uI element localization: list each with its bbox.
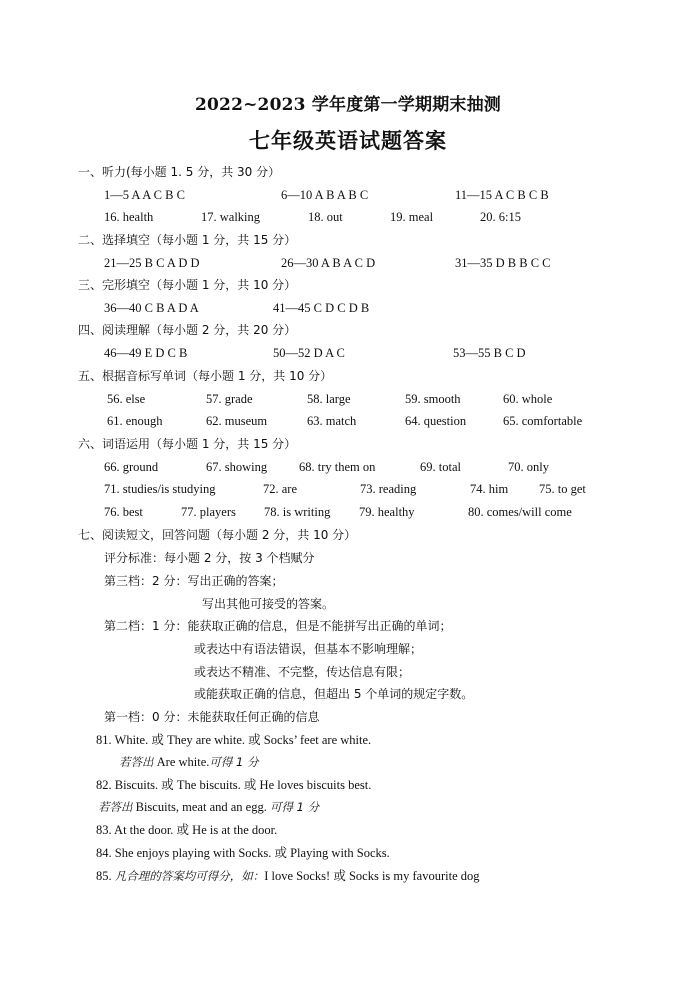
answer-41-45: 41—45 C D C D B	[273, 301, 370, 315]
level-2-line-3: 或表达不精准、不完整，传达信息有限；	[194, 665, 411, 679]
answer-72: 72. are	[263, 482, 298, 496]
note-answer: Biscuits, meat and an egg.	[132, 800, 270, 814]
answer-74: 74. him	[470, 482, 509, 496]
answer-76: 76. best	[104, 505, 143, 519]
answer-61: 61. enough	[107, 414, 163, 428]
answer-6-10: 6—10 A B A B C	[281, 188, 369, 202]
answer-50-52: 50—52 D A C	[273, 346, 345, 360]
answer-63: 63. match	[307, 414, 357, 428]
section-2-heading: 二、选择填空（每小题 1 分，共 15 分）	[78, 233, 297, 247]
answer-69: 69. total	[420, 460, 461, 474]
answer-16: 16. health	[104, 210, 154, 224]
note-prefix: 若答出	[98, 800, 133, 814]
level-2-line-4: 或能获取正确的信息，但超出 5 个单词的规定字数。	[194, 687, 474, 701]
answer-53-55: 53—55 B C D	[453, 346, 526, 360]
answer-17: 17. walking	[201, 210, 261, 224]
answer-75: 75. to get	[539, 482, 586, 496]
answer-78: 78. is writing	[264, 505, 331, 519]
answer-56: 56. else	[107, 392, 146, 406]
exam-subtitle: 2022~2023 学年度第一学期期末抽测	[195, 95, 501, 115]
scoring-criteria: 评分标准：每小题 2 分，按 3 个档赋分	[104, 551, 315, 565]
answer-67: 67. showing	[206, 460, 268, 474]
section-7-heading: 七、阅读短文，回答问题（每小题 2 分，共 10 分）	[78, 528, 357, 542]
section-5-heading: 五、根据音标写单词（每小题 1 分，共 10 分）	[78, 369, 333, 383]
level-3-line-1: 第三档：2 分：写出正确的答案；	[104, 574, 284, 588]
answer-80: 80. comes/will come	[468, 505, 572, 519]
level-2-line-2: 或表达中有语法错误，但基本不影响理解；	[194, 642, 423, 656]
section-4-heading: 四、阅读理解（每小题 2 分，共 20 分）	[78, 323, 297, 337]
exam-title: 七年级英语试题答案	[249, 129, 447, 153]
level-1-line: 第一档：0 分：未能获取任何正确的信息	[104, 710, 320, 724]
section-3-heading: 三、完形填空（每小题 1 分，共 10 分）	[78, 278, 297, 292]
answer-85	[96, 868, 480, 884]
answer-64: 64. question	[405, 414, 467, 428]
answer-85-example: I love Socks! 或 Socks is my favourite dog	[264, 869, 480, 883]
answer-57: 57. grade	[206, 392, 253, 406]
level-2-line-1: 第二档：1 分：能获取正确的信息，但是不能拼写出正确的单词；	[104, 619, 452, 633]
answer-68: 68. try them on	[299, 460, 376, 474]
answer-81-note	[119, 754, 259, 770]
answer-65: 65. comfortable	[503, 414, 583, 428]
answer-82-note	[98, 799, 319, 815]
answer-19: 19. meal	[390, 210, 434, 224]
answer-66: 66. ground	[104, 460, 159, 474]
answer-83: 83. At the door. 或 He is at the door.	[96, 823, 278, 837]
answer-1-5: 1—5 A A C B C	[104, 188, 185, 202]
level-3-line-2: 写出其他可接受的答案。	[202, 597, 335, 611]
note-prefix: 若答出	[119, 755, 154, 769]
section-6-heading: 六、词语运用（每小题 1 分，共 15 分）	[78, 437, 297, 451]
answer-21-25: 21—25 B C A D D	[104, 256, 200, 270]
answer-18: 18. out	[308, 210, 343, 224]
note-score: 可得 1 分	[209, 755, 259, 769]
answer-11-15: 11—15 A C B C B	[455, 188, 549, 202]
answer-58: 58. large	[307, 392, 351, 406]
section-1-heading: 一、听力(每小题 1. 5 分，共 30 分）	[78, 165, 281, 179]
answer-79: 79. healthy	[359, 505, 415, 519]
answer-31-35: 31—35 D B B C C	[455, 256, 551, 270]
answer-85-instruction: 凡合理的答案均可得分，如：	[114, 869, 265, 883]
answer-46-49: 46—49 E D C B	[104, 346, 188, 360]
answer-36-40: 36—40 C B A D A	[104, 301, 199, 315]
answer-84: 84. She enjoys playing with Socks. 或 Playing with Socks.	[96, 846, 390, 860]
answer-26-30: 26—30 A B A C D	[281, 256, 376, 270]
answer-71: 71. studies/is studying	[104, 482, 216, 496]
answer-77: 77. players	[181, 505, 236, 519]
answer-70: 70. only	[508, 460, 549, 474]
answer-85-number: 85.	[96, 869, 115, 883]
note-answer: Are white.	[153, 755, 210, 769]
answer-59: 59. smooth	[405, 392, 461, 406]
answer-73: 73. reading	[360, 482, 417, 496]
answer-62: 62. museum	[206, 414, 268, 428]
answer-81: 81. White. 或 They are white. 或 Socks’ feet are white.	[96, 733, 372, 747]
answer-60: 60. whole	[503, 392, 553, 406]
answer-82: 82. Biscuits. 或 The biscuits. 或 He loves biscuits best.	[96, 778, 372, 792]
answer-20: 20. 6:15	[480, 210, 521, 224]
note-score: 可得 1 分	[269, 800, 320, 814]
